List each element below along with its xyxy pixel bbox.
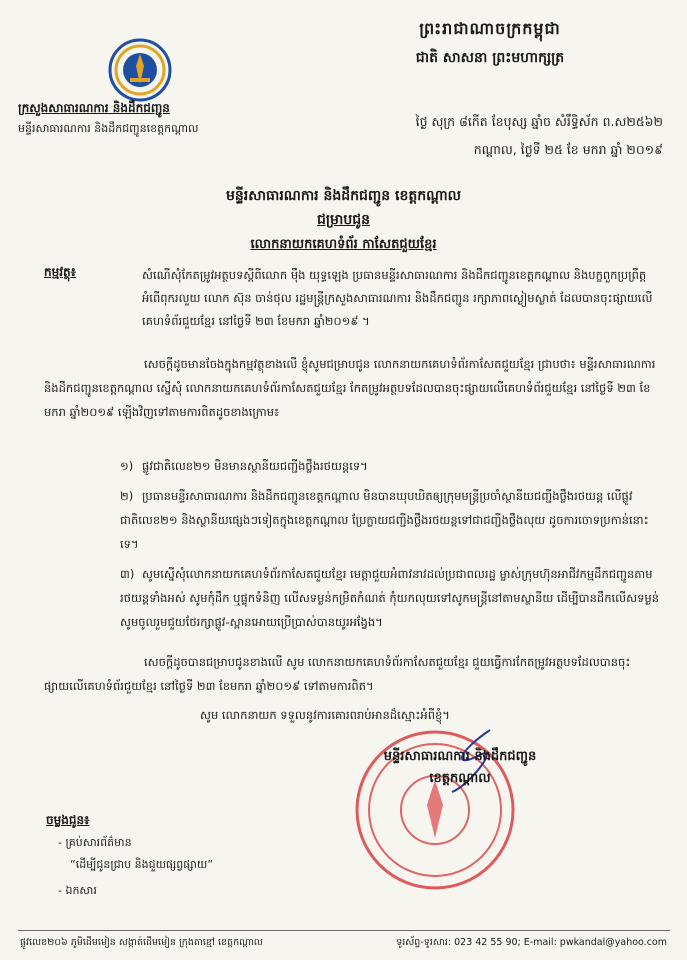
list-item bbox=[120, 454, 662, 478]
list-item-number: ៣) bbox=[120, 567, 135, 581]
body-paragraph-2: សេចក្ដីដូចបានជម្រាបជូនខាងលើ សូម លោកនាយកគេហទំព័រកាសែតជួយខ្មែរ ជួយធ្វើការកែតម្រូវអត្ថបទដែលបានចុះផ្សាយលើគេហទំព័រជួយខ្មែរ នៅថ្ងៃទី ២៣ ខែមករា ឆ្នាំ២០១៩ ទៅតាមការពិត។ bbox=[44, 655, 631, 693]
ministry-block bbox=[18, 100, 318, 138]
signature-line-2: ខេត្តកណ្ដាល bbox=[429, 771, 491, 786]
footer-divider bbox=[18, 930, 670, 931]
footer-address: ផ្លូវលេខ២០៦ ភូមិដើមមៀន សង្កាត់ដើមមៀន ក្រុងតាខ្មៅ ខេត្តកណ្ដាល bbox=[20, 937, 263, 948]
distribution-item: “ដើម្បីជូនជ្រាប និងជួយផ្សព្វផ្សាយ” bbox=[70, 858, 214, 871]
list-item-text: ផ្លូវជាតិលេខ២១ មិនមានស្ថានីយជញ្ជីងថ្លឹងរថយន្តទេ។ bbox=[142, 459, 368, 473]
subject-text: សំណើសុំកែតម្រូវអត្ថបទស្ដីពីលោក ម៉ឹង យុទ្ធឡេង ប្រធានមន្ទីរសាធារណការ និងដឹកជញ្ជូនខេត្តកណ្ដាល និងបក្ខពួកប្រព្រឹត្តអំពើពុករលួយ លោក ស៊ុន ចាន់ថុល រដ្ឋមន្ត្រីក្រសួងសាធារណការ និងដឹកជញ្ជូន រក្សាភាពស្ងៀមស្ងាត់ ដែលបានចុះផ្សាយលើគេហទំព័រជួយខ្មែរ នៅថ្ងៃទី ២៣ ខែមករា ឆ្នាំ២០១៩ ។ bbox=[142, 268, 653, 328]
body-paragraph-1: សេចក្ដីដូចមានចែងក្នុងកម្មវត្ថុខាងលើ ខ្ញុំសូមជម្រាបជូន លោកនាយកគេហទំព័រកាសែតជួយខ្មែរ ជ្រាបថា៖ មន្ទីរសាធារណការ និងដឹកជញ្ជូនខេត្តកណ្ដាល ស្នើសុំ លោកនាយកគេហទំព័រកាសែតជួយខ្មែរ កែតម្រូវអត្ថបទដែលបានចុះផ្សាយលើគេហទំព័រជួយខ្មែរ នៅថ្ងៃទី ២៣ ខែមករា ឆ្នាំ២០១៩ ឡើងវិញទៅតាមការពិតដូចខាងក្រោម៖ bbox=[44, 357, 656, 419]
solar-date: កណ្ដាល, ថ្ងៃទី ២៥ ខែ មករា ឆ្នាំ ២០១៩ bbox=[473, 142, 663, 157]
list-item-number: ២) bbox=[120, 489, 134, 503]
kingdom-name: ព្រះរាជាណាចក្រកម្ពុជា bbox=[419, 19, 561, 38]
list-item-number: ១) bbox=[120, 459, 134, 473]
national-motto: ជាតិ សាសនា ព្រះមហាក្សត្រ bbox=[415, 50, 565, 66]
closing-line: សូម លោកនាយក ទទួលនូវការគោរពរាប់អានដ៏ស្មោះអំពីខ្ញុំ។ bbox=[200, 708, 450, 722]
department-name: មន្ទីរសាធារណការ និងដឹកជញ្ជូនខេត្តកណ្ដាល bbox=[18, 122, 199, 135]
list-item bbox=[120, 484, 662, 556]
lunar-date: ថ្ងៃ សុក្រ ៨កើត ខែបុស្ស ឆ្នាំច សំរឹទ្ធិស័ក ព.ស២៥៦២ bbox=[415, 114, 663, 129]
distribution-label: ចម្លងជូន៖ bbox=[46, 813, 90, 827]
distribution-item: - ឯកសារ bbox=[58, 884, 97, 897]
action-title: ជម្រាបជូន bbox=[316, 212, 371, 228]
official-stamp bbox=[340, 710, 530, 900]
signature-block bbox=[310, 746, 610, 790]
list-item bbox=[120, 562, 662, 634]
list-item-text: ប្រធានមន្ទីរសាធារណការ និងដឹកជញ្ជូនខេត្តកណ្ដាល មិនបានឃុបឃិតឲ្យក្រុមមន្ត្រីប្រចាំស្ថានីយជញ្ជីងថ្លឹងរថយន្ត លើផ្លូវជាតិលេខ២១ និងស្ថានីយផ្សេងៗទៀតក្នុងខេត្តកណ្ដាល ប្រែក្លាយជញ្ជីងថ្លឹងរថយន្តទៅជាជញ្ជីងថ្លឹងលុយ ដូចការចោទប្រកាន់នោះទេ។ bbox=[120, 489, 649, 551]
ministry-name: ក្រសួងសាធារណការ និងដឹកជញ្ជូន bbox=[18, 101, 170, 115]
footer-contact: ទូរស័ព្ទ-ទូរសារ: 023 42 55 90; E-mail: pwkandal@yahoo.com bbox=[396, 937, 667, 948]
ministry-logo bbox=[108, 38, 172, 102]
signature-line-1: មន្ទីរសាធារណការ និងដឹកជញ្ជូន bbox=[383, 749, 537, 764]
subject-label: កម្មវត្ថុ៖ bbox=[44, 265, 76, 279]
list-item-text: សូមស្នើសុំលោកនាយកគេហទំព័រកាសែតជួយខ្មែរ មេត្តាជួយអំពាវនាវដល់ប្រជាពលរដ្ឋ ម្ចាស់ក្រុមហ៊ុនអាជីវកម្មដឹកជញ្ជូនតាមរថយន្តទាំងអស់ សូមកុំដឹក ឬផ្ទុកទំនិញ លើសទម្ងន់កម្រិតកំណត់ កុំយកលុយទៅសូកមន្ត្រីនៅតាមស្ថានីយ ដើម្បីបានដឹកលើសទម្ងន់ សូមចូលរួមជួយថែរក្សាផ្លូវ-ស្ពានអោយប្រើប្រាស់បានយូរអង្វែង។ bbox=[120, 567, 659, 629]
sender-title: មន្ទីរសាធារណការ និងដឹកជញ្ជូន ខេត្តកណ្ដាល bbox=[226, 188, 461, 204]
kingdom-header bbox=[310, 18, 670, 69]
recipient-title: លោកនាយកគេហទំព័រ កាសែតជួយខ្មែរ bbox=[250, 237, 437, 252]
distribution-item: - គ្រប់សារព័ត៌មាន bbox=[58, 836, 132, 849]
